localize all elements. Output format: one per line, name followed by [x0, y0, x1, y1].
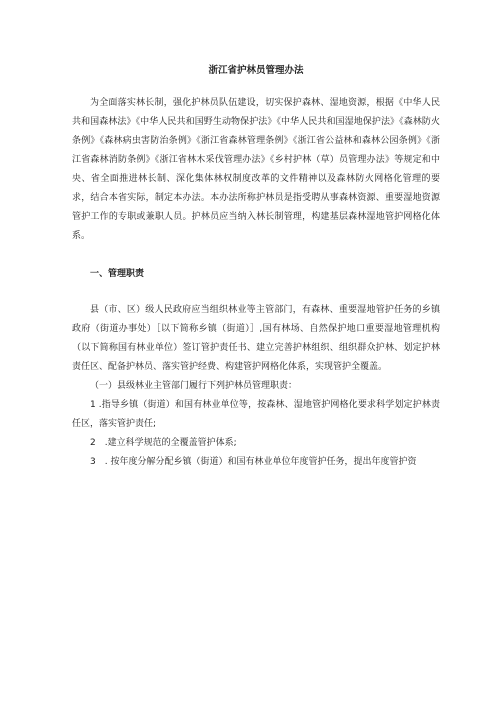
subsection-heading-county-forestry: （一）县级林业主管部门履行下列护林员管理职责：	[90, 381, 298, 391]
section1-paragraph: 县（市、区）级人民政府应当组织林业等主管部门，有森林、重要湿地管护任务的乡镇政府（街道办事处）［以下简称乡镇（街道）］,国有林场、自然保护地口重要湿地管理机构（以下简称国有林业单位）签订管护责任书、建立完善护林组织、组织群众护林、划定护林责任区、配备护林员、落实管护经费、构建管护网格化体系，实现管护全覆盖。	[72, 305, 440, 372]
list-item-3: 3 . 按年度分解分配乡镇（街道）和国有林业单位年度管护任务，提出年度管护资	[90, 457, 417, 467]
section-heading-management-duties: 一、管理职责	[90, 269, 145, 279]
intro-paragraph: 为全面落实林长制，强化护林员队伍建设，切实保护森林、湿地资源，根据《中华人民共和国森林法》《中华人民共和国野生动物保护法》《中华人民共和国湿地保护法》《森林防火条例》《森林病虫害防治条例》《浙江省森林管理条例》《浙江省公益林和森林公园条例》《浙江省森林消防条例》《浙江省林木采伐管理办法》《乡村护林（草）员管理办法》等规定和中央、省全面推进林长制、深化集体林权制度改革的文件精神以及森林防火网格化管理的要求，结合本省实际，制定本办法。本办法所称护林员是指受聘从事森林资源、重要湿地资源管护工作的专职或兼职人员。护林员应当纳入林长制管理，构建基层森林湿地管护网格化体系。	[72, 98, 440, 241]
list-item-1: 1 .指导乡镇（街道）和国有林业单位等，按森林、湿地管护网格化要求科学划定护林责任区，落实管护责任;	[72, 400, 440, 429]
list-item-2: 2 .建立科学规范的全覆盖管护体系;	[90, 438, 237, 448]
document-body	[72, 64, 440, 472]
document-title: 浙江省护林员管理办法	[208, 65, 304, 76]
